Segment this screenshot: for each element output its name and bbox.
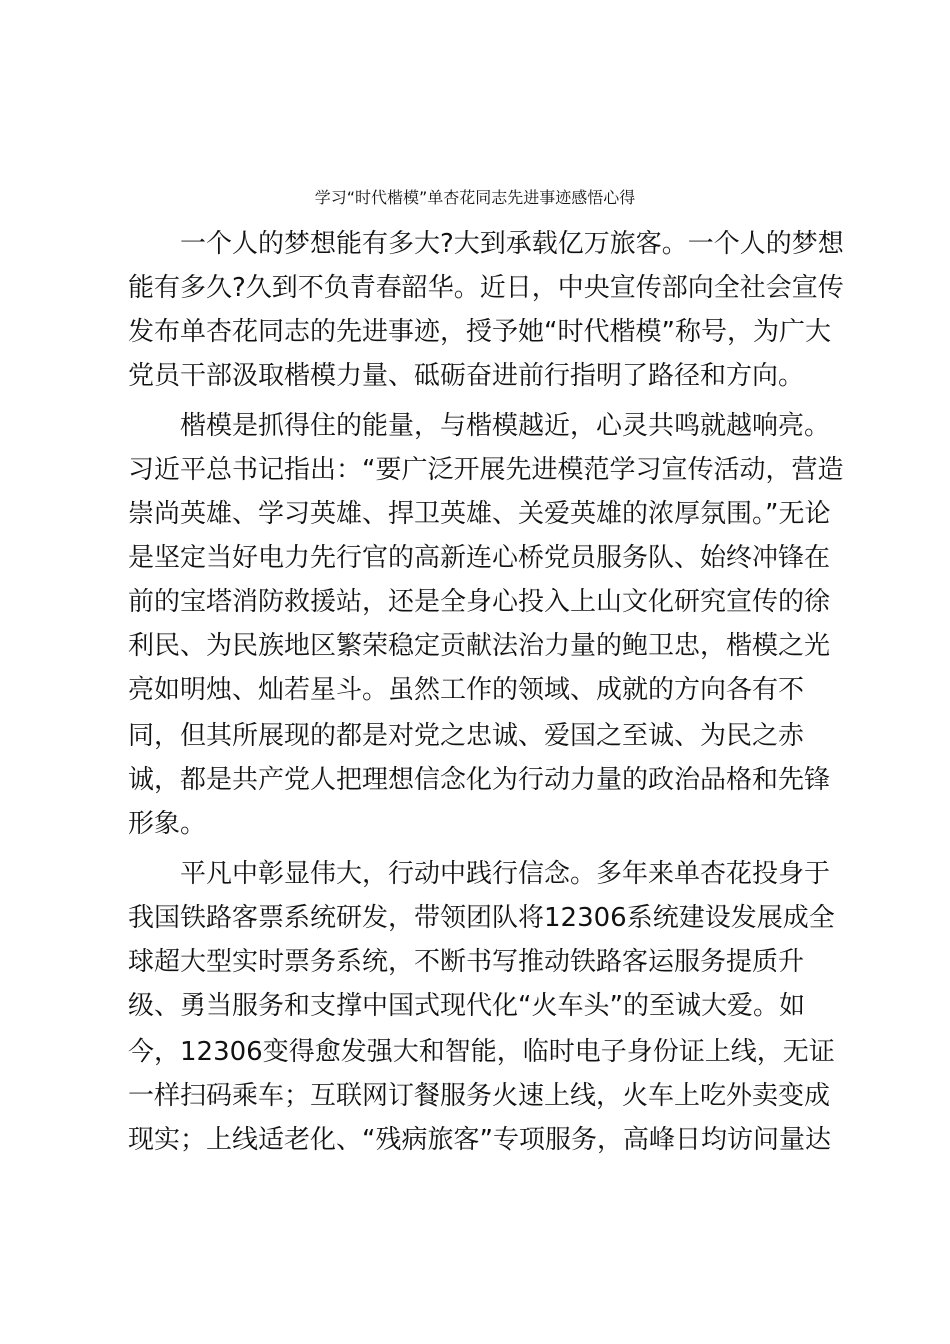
paragraph-2-line-1: 楷模是抓得住的能量，与楷模越近，心灵共鸣就越响亮。 xyxy=(180,411,831,441)
paragraph-3-line-7: 现实；上线适老化、“残病旅客”专项服务，高峰日均访问量达 xyxy=(128,1125,831,1155)
paragraph-1-line-1: 一个人的梦想能有多大?大到承载亿万旅客。一个人的梦想 xyxy=(180,229,844,259)
paragraph-1-line-2: 能有多久?久到不负青春韶华。近日，中央宣传部向全社会宣传 xyxy=(128,273,844,303)
paragraph-1-line-3: 发布单杏花同志的先进事迹，授予她“时代楷模”称号，为广大 xyxy=(128,317,831,347)
paragraph-3-line-6: 一样扫码乘车；互联网订餐服务火速上线，火车上吃外卖变成 xyxy=(128,1081,831,1111)
paragraph-2-line-9: 诚，都是共产党人把理想信念化为行动力量的政治品格和先锋 xyxy=(128,765,831,795)
paragraph-3-line-4: 级、勇当服务和支撑中国式现代化“火车头”的至诚大爱。如 xyxy=(128,991,805,1021)
document-title: 学习“时代楷模”单杏花同志先进事迹感悟心得 xyxy=(314,188,636,207)
paragraph-3-line-1: 平凡中彰显伟大，行动中践行信念。多年来单杏花投身于 xyxy=(180,859,831,889)
paragraph-2-line-10: 形象。 xyxy=(128,809,207,839)
paragraph-2-line-2: 习近平总书记指出：“要广泛开展先进模范学习宣传活动，营造 xyxy=(128,455,844,485)
paragraph-3-line-3: 球超大型实时票务系统，不断书写推动铁路客运服务提质升 xyxy=(128,947,805,977)
paragraph-2-line-3: 崇尚英雄、学习英雄、捍卫英雄、关爱英雄的浓厚氛围。”无论 xyxy=(128,499,831,529)
paragraph-1-line-4: 党员干部汲取楷模力量、砥砺奋进前行指明了路径和方向。 xyxy=(128,361,805,391)
paragraph-2-line-5: 前的宝塔消防救援站，还是全身心投入上山文化研究宣传的徐 xyxy=(128,587,831,617)
paragraph-2-line-8: 同，但其所展现的都是对党之忠诚、爱国之至诚、为民之赤 xyxy=(128,721,805,751)
paragraph-2-line-7: 亮如明烛、灿若星斗。虽然工作的领域、成就的方向各有不 xyxy=(128,675,805,705)
paragraph-3-line-5: 今，12306变得愈发强大和智能，临时电子身份证上线，无证 xyxy=(128,1037,835,1067)
paragraph-2-line-4: 是坚定当好电力先行官的高新连心桥党员服务队、始终冲锋在 xyxy=(128,543,831,573)
paragraph-2-line-6: 利民、为民族地区繁荣稳定贡献法治力量的鲍卫忠，楷模之光 xyxy=(128,631,831,661)
paragraph-3-line-2: 我国铁路客票系统研发，带领团队将12306系统建设发展成全 xyxy=(128,903,835,933)
